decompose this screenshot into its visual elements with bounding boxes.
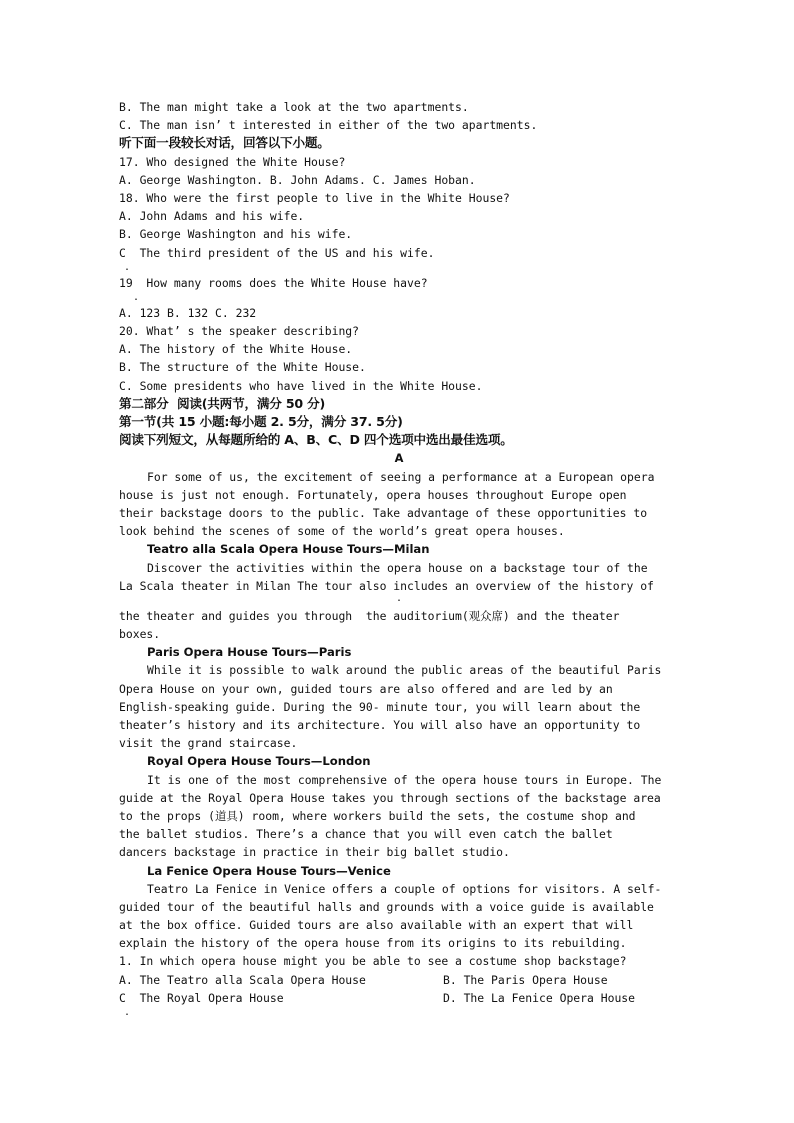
milan-line: the theater and guides you through the auditorium(观众席) and the theater <box>119 608 620 623</box>
intro-line: For some of us, the excitement of seeing a performance at a European opera <box>147 469 655 484</box>
milan-line: Discover the activities within the opera house on a backstage tour of the <box>147 560 648 575</box>
venice-line: explain the history of the opera house from its origins to its rebuilding. <box>119 936 627 951</box>
london-heading: Royal Opera House Tours—London <box>147 754 371 769</box>
london-line: It is one of the most comprehensive of the opera house tours in Europe. The <box>147 772 662 787</box>
top-option-c: C. The man isn’ t interested in either of the two apartments. <box>119 118 538 133</box>
question-1-option-c: C The Royal Opera House <box>119 990 284 1005</box>
paris-heading: Paris Opera House Tours—Paris <box>147 645 352 660</box>
venice-line: Teatro La Fenice in Venice offers a couple of options for visitors. A self- <box>147 881 662 896</box>
paris-line: theater’s history and its architecture. You will also have an opportunity to <box>119 718 641 732</box>
question-1-option-d: D. The La Fenice Opera House <box>443 990 636 1005</box>
paris-line: visit the grand staircase. <box>119 736 298 751</box>
dot-mark: . <box>124 261 131 273</box>
venice-line: at the box office. Guided tours are also available with an expert that will <box>119 918 634 933</box>
question-19-options: A. 123 B. 132 C. 232 <box>119 305 257 320</box>
question-1-option-b: B. The Paris Opera House <box>443 972 608 987</box>
london-line: to the props (道具) room, where workers build the sets, the costume shop and <box>119 808 636 823</box>
intro-line: house is just not enough. Fortunately, opera houses throughout Europe open <box>119 487 627 502</box>
question-20-option-a: A. The history of the White House. <box>119 342 353 357</box>
london-line: dancers backstage in practice in their big ballet studio. <box>119 845 510 860</box>
milan-line: boxes. <box>119 627 161 642</box>
dialogue-heading: 听下面一段较长对话，回答以下小题。 <box>119 135 330 151</box>
question-18-option-b: B. George Washington and his wife. <box>119 227 353 242</box>
top-option-b: B. The man might take a look at the two apartments. <box>119 100 469 114</box>
question-18-option-a: A. John Adams and his wife. <box>119 209 305 224</box>
london-line: guide at the Royal Opera House takes you through sections of the backstage area <box>119 790 661 805</box>
dot-mark: . <box>133 291 140 303</box>
passage-letter: A <box>394 451 404 466</box>
question-20: 20. What’ s the speaker describing? <box>119 324 360 339</box>
paris-line: English-speaking guide. During the 90- minute tour, you will learn about the <box>119 699 641 714</box>
question-17: 17. Who designed the White House? <box>119 154 346 169</box>
london-line: the ballet studios. There’s a chance that you will even catch the ballet <box>119 827 613 842</box>
question-18-option-c: C The third president of the US and his wife. <box>119 245 435 260</box>
paris-line: While it is possible to walk around the public areas of the beautiful Paris <box>147 663 662 678</box>
milan-line: La Scala theater in Milan The tour also includes an overview of the history of <box>119 578 654 593</box>
question-19: 19 How many rooms does the White House have? <box>119 275 428 290</box>
question-1-option-a: A. The Teatro alla Scala Opera House <box>119 972 366 987</box>
section-title: 第一节(共 15 小题:每小题 2. 5分，满分 37. 5分) <box>119 414 403 429</box>
part2-title: 第二部分 阅读(共两节，满分 50 分) <box>119 395 326 411</box>
paris-line: Opera House on your own, guided tours are also offered and are led by an <box>119 681 613 696</box>
milan-heading: Teatro alla Scala Opera House Tours—Milan <box>147 542 430 557</box>
intro-line: their backstage doors to the public. Take advantage of these opportunities to <box>119 505 648 520</box>
reading-instruction: 阅读下列短文，从每题所给的 A、B、C、D 四个选项中选出最佳选项。 <box>119 432 513 448</box>
intro-line: look behind the scenes of some of the world’s great opera houses. <box>119 524 565 539</box>
question-1: 1. In which opera house might you be able to see a costume shop backstage? <box>119 954 627 969</box>
question-17-options: A. George Washington. B. John Adams. C. James Hoban. <box>119 172 476 187</box>
question-20-option-b: B. The structure of the White House. <box>119 360 366 375</box>
document-page <box>119 98 679 1019</box>
venice-heading: La Fenice Opera House Tours—Venice <box>147 863 391 878</box>
question-20-option-c: C. Some presidents who have lived in the White House. <box>119 378 483 393</box>
dot-mark: . <box>124 1007 131 1018</box>
dot-mark: . <box>395 592 403 604</box>
venice-line: guided tour of the beautiful halls and grounds with a voice guide is available <box>119 899 654 914</box>
question-18: 18. Who were the first people to live in the White House? <box>119 190 510 205</box>
question-1-options-row2 <box>119 989 679 1007</box>
question-1-options-row1 <box>119 971 679 989</box>
